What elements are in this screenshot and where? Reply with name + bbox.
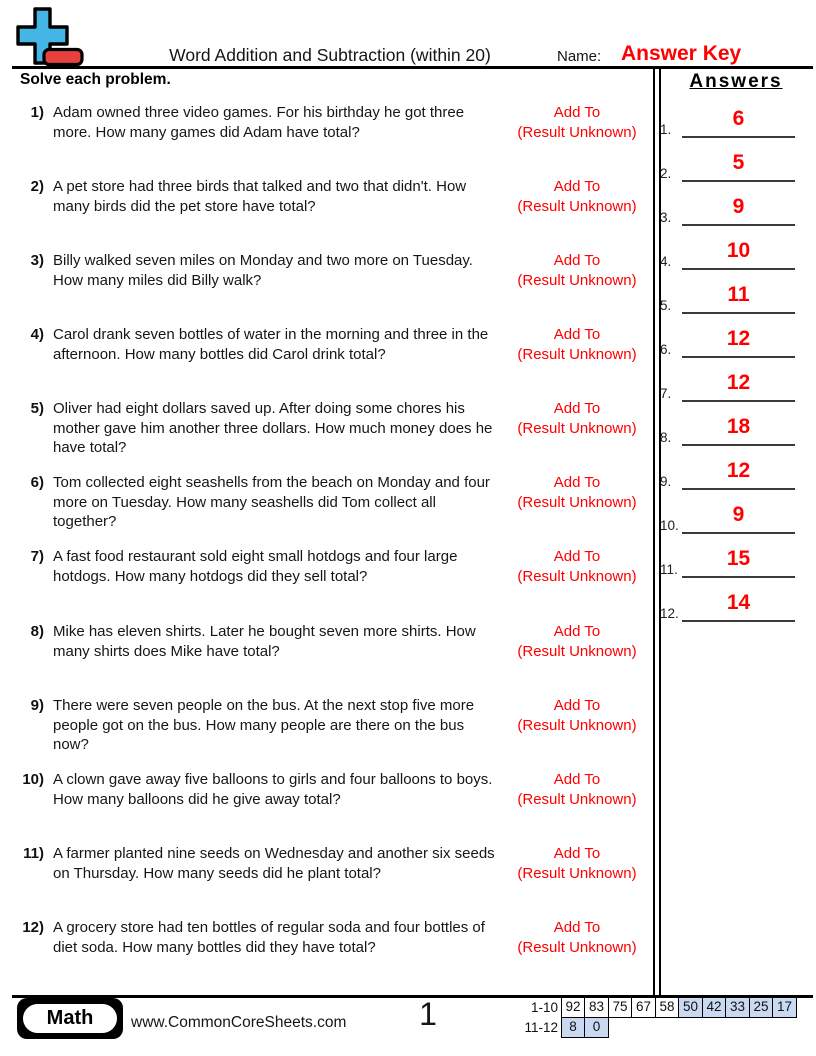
score-cell: 33 [725, 997, 750, 1018]
math-logo [17, 998, 123, 1039]
answer-blank-line [682, 544, 795, 578]
problem-text: A fast food restaurant sold eight small hotdogs and four large hotdogs. How many hotdogs did they sell total? [53, 548, 458, 585]
answer-value: 14 [726, 591, 751, 614]
problem-number: 3) [30, 252, 44, 269]
problem-type-label [502, 399, 652, 438]
math-logo-label: Math [23, 1004, 117, 1033]
problem-type-label [502, 325, 652, 364]
name-label: Name: [557, 48, 602, 65]
answer-value: 9 [732, 503, 745, 526]
problem-text: Tom collected eight seashells from the beach on Monday and four more on Tuesday. How many seashells did Tom collect all together? [53, 474, 490, 530]
problem-text: Carol drank seven bottles of water in the morning and three in the afternoon. How many bottles did Carol drink total? [53, 326, 489, 363]
problem-type-label [502, 177, 652, 216]
answer-blank-line [682, 500, 795, 534]
problem-type-line2: (Result Unknown) [517, 271, 637, 289]
instructions: Solve each problem. [20, 71, 171, 88]
answer-value: 15 [726, 547, 751, 570]
problem-type-line1: Add To [553, 845, 601, 862]
problem-12 [20, 918, 652, 957]
answer-value: 18 [726, 415, 751, 438]
problem-text: A grocery store had ten bottles of regular soda and four bottles of diet soda. How many bottles did they have total? [53, 919, 485, 956]
score-row-label: 11-12 [524, 1019, 558, 1035]
answer-row-4 [658, 236, 795, 270]
problem-type-line1: Add To [553, 697, 601, 714]
header-rule [12, 66, 813, 69]
score-table [518, 997, 797, 1038]
problem-type-line2: (Result Unknown) [517, 567, 637, 585]
problem-4 [20, 325, 652, 364]
score-cell: 50 [678, 997, 703, 1018]
answer-blank-line [682, 412, 795, 446]
problem-2 [20, 177, 652, 216]
problem-number: 12) [22, 919, 44, 936]
problem-type-label [502, 696, 652, 735]
problem-type-line1: Add To [553, 623, 601, 640]
problem-type-line1: Add To [553, 252, 601, 269]
answer-blank-line [682, 456, 795, 490]
problem-type-line2: (Result Unknown) [517, 123, 637, 141]
problem-type-label [502, 251, 652, 290]
score-row-11-12 [518, 1017, 797, 1038]
problem-type-line2: (Result Unknown) [517, 345, 637, 363]
answer-blank-line [682, 280, 795, 314]
score-row-1-10 [518, 997, 797, 1018]
problem-type-label [502, 918, 652, 957]
answer-blank-line [682, 324, 795, 358]
website-url: www.CommonCoreSheets.com [131, 1014, 347, 1031]
answer-value: 11 [727, 283, 750, 306]
score-cell: 8 [561, 1017, 586, 1038]
answers-header: Answers [689, 71, 783, 92]
problem-8 [20, 622, 652, 661]
score-cell: 17 [772, 997, 797, 1018]
answer-number: 2. [660, 166, 672, 181]
problem-text: A farmer planted nine seeds on Wednesday and another six seeds on Thursday. How many seeds did he plant total? [53, 845, 495, 882]
answer-number: 9. [660, 474, 672, 489]
answer-blank-line [682, 192, 795, 226]
problem-number: 7) [30, 548, 44, 565]
answer-row-2 [658, 148, 795, 182]
problem-5 [20, 399, 652, 458]
answer-row-9 [658, 456, 795, 490]
answer-row-3 [658, 192, 795, 226]
answer-number: 11. [660, 562, 678, 577]
answer-blank-line [682, 368, 795, 402]
problem-11 [20, 844, 652, 883]
problem-number: 1) [30, 104, 44, 121]
problem-type-line1: Add To [553, 548, 601, 565]
problem-type-label [502, 844, 652, 883]
answer-key-label: Answer Key [621, 42, 742, 65]
problem-number: 5) [30, 400, 44, 417]
problem-type-label [502, 770, 652, 809]
plus-minus-glyph [14, 6, 84, 68]
score-cell: 75 [608, 997, 633, 1018]
problem-text: Billy walked seven miles on Monday and two more on Tuesday. How many miles did Billy walk? [53, 252, 473, 289]
answer-number: 1. [660, 122, 672, 137]
problem-type-label [502, 547, 652, 586]
problem-type-line2: (Result Unknown) [517, 642, 637, 660]
problem-10 [20, 770, 652, 809]
answer-row-12 [658, 588, 795, 622]
problem-7 [20, 547, 652, 586]
score-row-label: 1-10 [530, 1000, 558, 1015]
answer-value: 9 [732, 195, 745, 218]
problem-number: 11) [23, 845, 44, 862]
problem-text: A pet store had three birds that talked and two that didn't. How many birds did the pet store have total? [53, 178, 467, 215]
answer-row-1 [658, 104, 795, 138]
problem-type-line2: (Result Unknown) [517, 938, 637, 956]
score-cell: 0 [584, 1017, 609, 1038]
problem-type-line1: Add To [553, 771, 601, 788]
problem-type-line2: (Result Unknown) [517, 493, 637, 511]
problem-3 [20, 251, 652, 290]
score-cell: 42 [702, 997, 727, 1018]
answer-row-7 [658, 368, 795, 402]
problem-type-label [502, 473, 652, 512]
answer-value: 6 [732, 107, 745, 130]
page-title: Word Addition and Subtraction (within 20) [169, 45, 491, 65]
answer-row-6 [658, 324, 795, 358]
answer-blank-line [682, 236, 795, 270]
answer-blank-line [682, 148, 795, 182]
problem-number: 6) [30, 474, 44, 491]
score-cell: 67 [631, 997, 656, 1018]
addition-subtraction-icon [14, 6, 84, 68]
answer-number: 5. [660, 298, 672, 313]
answer-value: 10 [726, 239, 751, 262]
answer-row-11 [658, 544, 795, 578]
problem-type-line2: (Result Unknown) [517, 864, 637, 882]
problem-text: Adam owned three video games. For his birthday he got three more. How many games did Adam have total? [53, 104, 465, 141]
score-cell: 83 [584, 997, 609, 1018]
problem-text: Mike has eleven shirts. Later he bought seven more shirts. How many shirts does Mike have total? [53, 623, 476, 660]
problem-number: 9) [30, 697, 44, 714]
answer-number: 3. [660, 210, 672, 225]
problem-type-line2: (Result Unknown) [517, 419, 637, 437]
problem-type-line2: (Result Unknown) [517, 716, 637, 734]
answer-number: 12. [660, 606, 679, 621]
problem-1 [20, 103, 652, 142]
problem-type-label [502, 103, 652, 142]
problem-type-line1: Add To [553, 474, 601, 491]
answer-number: 6. [660, 342, 672, 357]
problem-type-line2: (Result Unknown) [517, 790, 637, 808]
problem-type-line1: Add To [553, 326, 601, 343]
answer-blank-line [682, 104, 795, 138]
score-cell: 92 [561, 997, 586, 1018]
answer-value: 5 [732, 151, 745, 174]
answer-value: 12 [726, 327, 751, 350]
problem-number: 2) [30, 178, 44, 195]
problem-type-line1: Add To [553, 178, 601, 195]
answer-row-10 [658, 500, 795, 534]
score-cell: 58 [655, 997, 680, 1018]
problem-text: A clown gave away five balloons to girls and four balloons to boys. How many balloons did he give away total? [53, 771, 493, 808]
problem-number: 4) [30, 326, 44, 343]
page-number: 1 [419, 996, 437, 1032]
problem-9 [20, 696, 652, 755]
problem-number: 10) [22, 771, 44, 788]
answer-blank-line [682, 588, 795, 622]
problem-type-line2: (Result Unknown) [517, 197, 637, 215]
problem-6 [20, 473, 652, 532]
answer-number: 4. [660, 254, 672, 269]
problem-type-line1: Add To [553, 919, 601, 936]
answer-value: 12 [726, 371, 751, 394]
answer-row-8 [658, 412, 795, 446]
score-cell: 25 [749, 997, 774, 1018]
problem-text: There were seven people on the bus. At the next stop five more people got on the bus. How many people are there on the bus now? [53, 697, 475, 753]
answer-value: 12 [726, 459, 751, 482]
problem-number: 8) [30, 623, 44, 640]
problem-type-label [502, 622, 652, 661]
problem-text: Oliver had eight dollars saved up. After doing some chores his mother gave him another three dollars. How much money does he have total? [53, 400, 493, 456]
answer-number: 8. [660, 430, 672, 445]
problem-type-line1: Add To [553, 400, 601, 417]
answer-number: 10. [660, 518, 679, 533]
problem-type-line1: Add To [553, 104, 601, 121]
answer-row-5 [658, 280, 795, 314]
answer-number: 7. [660, 386, 672, 401]
